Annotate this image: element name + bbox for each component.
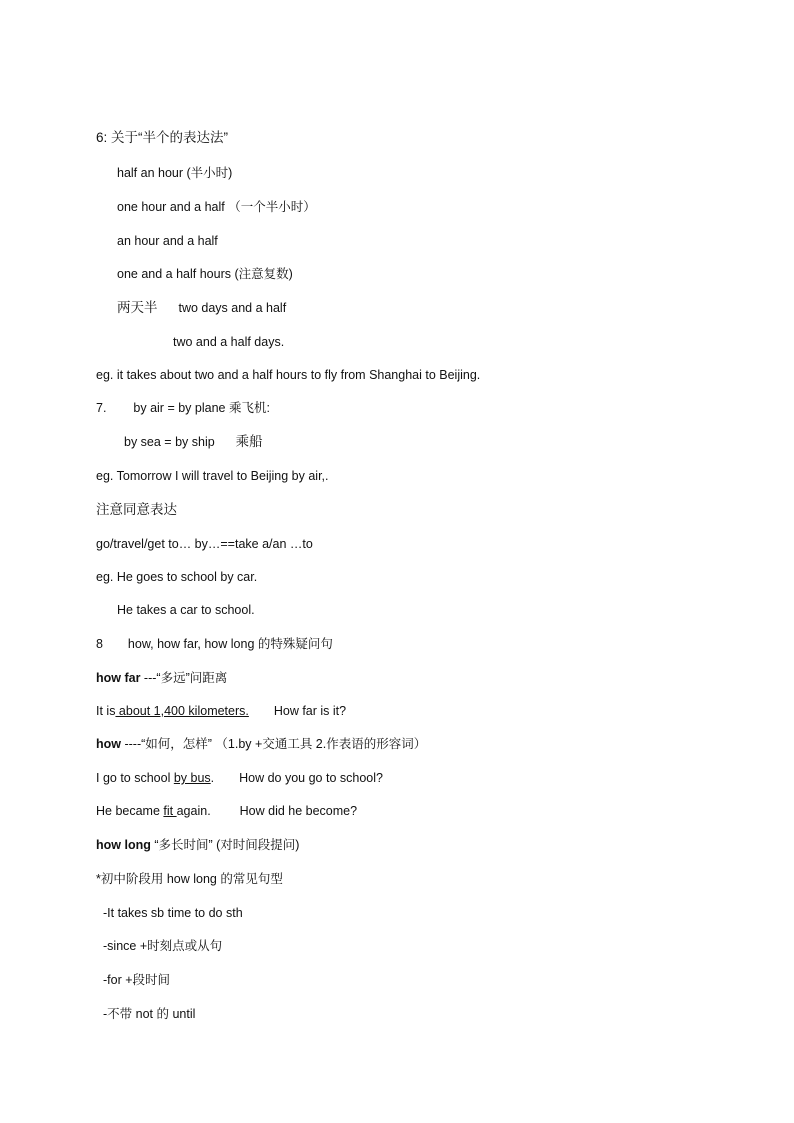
section8-heading-text: how, how far, how long 的特殊疑问句 [127,637,333,651]
section7-number: 7. [96,401,107,415]
howfar-example [96,703,346,719]
section7-pattern: go/travel/get to… by…==take a/an …to [96,537,313,551]
how-example-1-pre: I go to school [96,771,174,785]
howfar-example-pre: It is [96,704,116,718]
section8-heading [96,636,333,652]
section6-line-2: one hour and a half （一个半小时） [117,200,316,214]
howlong-label: how long [96,838,151,852]
how-example-1 [96,770,383,786]
how-line [96,736,426,752]
section6-line-5-cjk: 两天半 [117,300,158,315]
common-pattern-2: -since +时刻点或从句 [103,939,223,953]
howfar-line [96,670,227,686]
section6-heading: 6: 关于“半个的表达法” [96,130,229,145]
section6-line-1: half an hour (半小时) [117,166,233,180]
section7-heading [96,400,270,416]
section7-heading-text: by air = by plane 乘飞机: [133,401,270,415]
how-label: how [96,737,121,751]
common-patterns-title: *初中阶段用 how long 的常见句型 [96,872,283,886]
howfar-example-underlined: about 1,400 kilometers. [115,704,249,718]
section6-line-4: one and a half hours (注意复数) [117,267,293,281]
section7-line-1 [124,434,263,450]
section7-line-1-cjk: 乘船 [235,434,263,449]
section6-line-6: two and a half days. [173,335,285,349]
howfar-label: how far [96,671,141,685]
section6-line-5 [117,300,286,316]
common-pattern-1: -It takes sb time to do sth [103,906,243,920]
howfar-example-question: How far is it? [273,704,347,718]
common-pattern-3: -for +段时间 [103,973,171,987]
how-example-2-post: again. [176,804,211,818]
how-example-2 [96,803,357,819]
how-example-1-post: . [210,771,215,785]
how-example-1-question: How do you go to school? [239,771,383,785]
how-example-2-pre: He became [96,804,164,818]
common-pattern-4: -不带 not 的 until [103,1007,196,1021]
section6-line-5-en: two days and a half [178,301,287,315]
section6-example: eg. it takes about two and a half hours to fly from Shanghai to Beijing. [96,368,481,382]
how-text: ----“如何，怎样” （1.by +交通工具 2.作表语的形容词） [121,737,427,751]
section7-example-2: eg. He goes to school by car. [96,570,258,584]
howlong-text: “多长时间” (对时间段提问) [150,838,300,852]
section7-note: 注意同意表达 [96,502,177,517]
how-example-1-underlined: by bus [173,771,211,785]
section6-line-3: an hour and a half [117,234,218,248]
how-example-2-question: How did he become? [239,804,358,818]
section7-example-2b: He takes a car to school. [117,603,255,617]
section8-number: 8 [96,637,103,651]
section7-line-1-en: by sea = by ship [124,435,215,449]
howfar-text: ---“多远”问距离 [140,671,228,685]
section7-example: eg. Tomorrow I will travel to Beijing by air,. [96,469,329,483]
howlong-line [96,837,299,853]
how-example-2-underlined: fit [163,804,177,818]
